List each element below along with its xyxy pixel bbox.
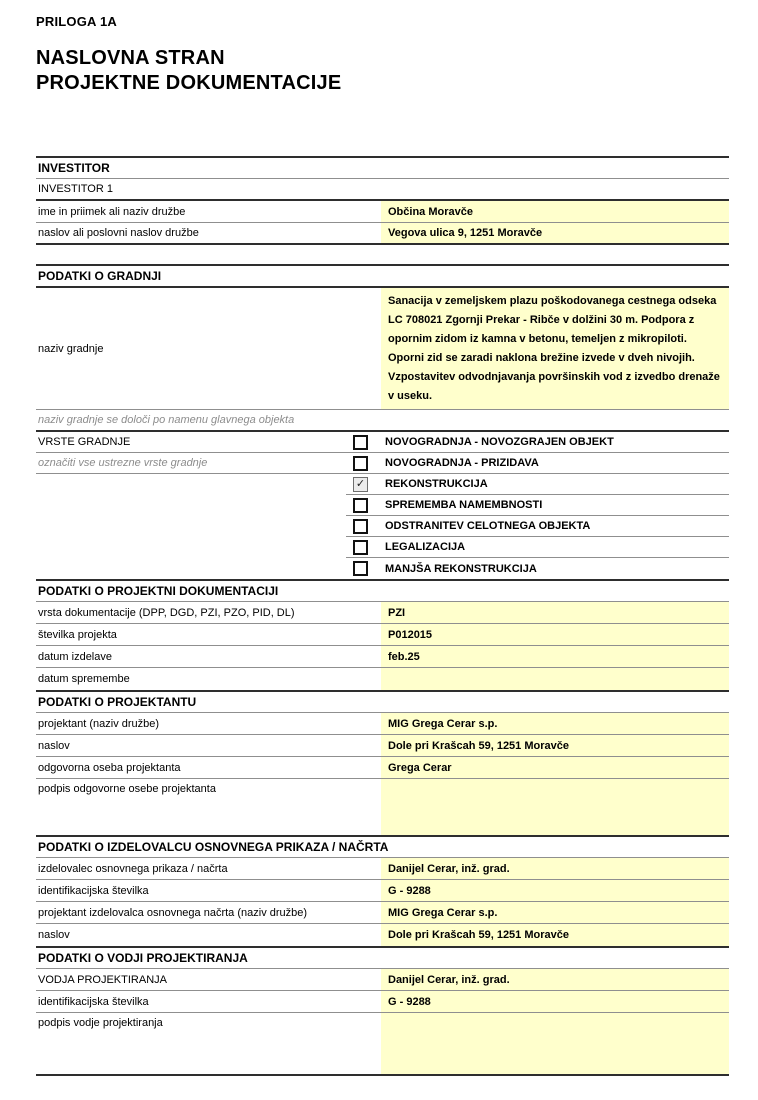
table-row [36,735,729,757]
stevilka-projekta-field[interactable]: P012015 [381,624,729,645]
section-header-izdelovalec: PODATKI O IZDELOVALCU OSNOVNEGA PRIKAZA / NAČRTA [36,835,729,858]
izdelovalec-projektant-field[interactable]: MIG Grega Cerar s.p. [381,902,729,923]
table-row [36,646,729,668]
vrsta-dokumentacije-label: vrsta dokumentacije (DPP, DGD, PZI, PZO, PID, DL) [38,606,295,619]
vodja-label: VODJA PROJEKTIRANJA [38,973,167,986]
vrste-gradnje-row [36,495,729,516]
table-row [36,602,729,624]
projektant-naziv-field[interactable]: MIG Grega Cerar s.p. [381,713,729,734]
investitor-subheader-row [36,179,729,201]
page-title-line1: NASLOVNA STRAN [36,47,225,69]
checkbox-label: NOVOGRADNJA - NOVOZGRAJEN OBJEKT [385,436,614,448]
checkbox-sprememba-namembnosti[interactable] [353,498,368,513]
naziv-gradnje-note: naziv gradnje se določi po namenu glavnega objekta [38,414,295,426]
izdelovalec-id-label: identifikacijska številka [38,884,149,897]
investitor-name-label: ime in priimek ali naziv družbe [38,205,186,218]
vrste-gradnje-row [36,453,729,474]
izdelovalec-id-field[interactable]: G - 9288 [381,880,729,901]
table-row [36,991,729,1013]
checkbox-label: LEGALIZACIJA [385,541,466,553]
page-title [36,46,728,96]
option-cell [346,495,729,516]
option-cell [346,474,729,495]
option-cell [346,432,729,452]
izdelovalec-naslov-field[interactable]: Dole pri Krašcah 59, 1251 Moravče [381,924,729,946]
vrste-gradnje-row [36,432,729,453]
checkbox-label: ODSTRANITEV CELOTNEGA OBJEKTA [385,520,591,532]
section-header-investitor: INVESTITOR [36,156,729,179]
podpis-projektanta-field[interactable] [381,779,729,835]
section-header-vodja: PODATKI O VODJI PROJEKTIRANJA [36,946,729,969]
podpis-projektanta-label: podpis odgovorne osebe projektanta [38,783,216,795]
datum-izdelave-field[interactable]: feb.25 [381,646,729,667]
table-row [36,288,729,410]
projektant-naziv-label: projektant (naziv družbe) [38,717,160,730]
checkbox-label: MANJŠA REKONSTRUKCIJA [385,562,537,575]
section-header-projektant: PODATKI O PROJEKTANTU [36,690,729,713]
izdelovalec-field[interactable]: Danijel Cerar, inž. grad. [381,858,729,879]
option-cell [346,537,729,558]
table-row [36,624,729,646]
vrste-gradnje-row [36,558,729,579]
naziv-gradnje-field[interactable]: Sanacija v zemeljskem plazu poškodovanega cestnega odseka LC 708021 Zgornji Prekar - Ribče v dolžini 30 m. Podpora z opornim zidom iz kamna v betonu, temeljen z mikropiloti. Oporni zid se zaradi naklona brežine izvede v dveh nivojih. Vzpostavitev odvodnjavanja površinskih vod z izvedbo drenaže v useku. [381,288,729,409]
odgovorna-oseba-field[interactable]: Grega Cerar [381,757,729,778]
naziv-gradnje-label: naziv gradnje [38,342,104,355]
checkbox-novogradnja-prizidava[interactable] [353,456,368,471]
vrste-gradnje-row [36,474,729,495]
table-row [36,410,729,432]
option-cell [346,558,729,579]
vodja-id-field[interactable]: G - 9288 [381,991,729,1012]
odgovorna-oseba-label: odgovorna oseba projektanta [38,761,181,774]
section-header-dokumentacija: PODATKI O PROJEKTNI DOKUMENTACIJI [36,579,729,602]
section-gap [36,245,729,264]
investitor-address-label: naslov ali poslovni naslov družbe [38,227,199,239]
page-title-line2: PROJEKTNE DOKUMENTACIJE [36,72,342,94]
table-row [36,223,729,245]
vrste-gradnje-row [36,516,729,537]
vrste-gradnje-row [36,537,729,558]
table-row [36,969,729,991]
checkbox-odstranitev-objekta[interactable] [353,519,368,534]
investitor-subheader: INVESTITOR 1 [38,183,113,195]
vrsta-dokumentacije-field[interactable]: PZI [381,602,729,623]
datum-izdelave-label: datum izdelave [38,650,112,663]
izdelovalec-label: izdelovalec osnovnega prikaza / načrta [38,862,228,875]
projektant-naslov-label: naslov [38,739,70,752]
podpis-vodje-label: podpis vodje projektiranja [38,1017,163,1029]
section-header-gradnja: PODATKI O GRADNJI [36,264,729,288]
vodja-field[interactable]: Danijel Cerar, inž. grad. [381,969,729,990]
table-row [36,779,729,835]
checkbox-manjsa-rekonstrukcija[interactable] [353,561,368,576]
projektant-naslov-field[interactable]: Dole pri Krašcah 59, 1251 Moravče [381,735,729,756]
table-row [36,201,729,223]
checkbox-label: SPREMEMBA NAMEMBNOSTI [385,499,543,511]
option-cell [346,516,729,537]
checkbox-legalizacija[interactable] [353,540,368,555]
checkbox-label: REKONSTRUKCIJA [385,478,488,490]
table-row [36,902,729,924]
checkbox-rekonstrukcija[interactable] [353,477,368,492]
form-table [36,156,729,1076]
izdelovalec-projektant-label: projektant izdelovalca osnovnega načrta (naziv družbe) [38,906,308,919]
checkbox-label: NOVOGRADNJA - PRIZIDAVA [385,457,539,469]
podpis-vodje-field[interactable] [381,1013,729,1074]
datum-spremembe-field[interactable] [381,668,729,690]
table-row [36,1013,729,1076]
table-row [36,880,729,902]
investitor-address-field[interactable]: Vegova ulica 9, 1251 Moravče [381,223,729,243]
stevilka-projekta-label: številka projekta [38,628,117,641]
table-row [36,858,729,880]
table-row [36,668,729,690]
attachment-tag: PRILOGA 1A [36,14,117,29]
vrste-gradnje-note: označiti vse ustrezne vrste gradnje [38,457,208,469]
table-row [36,713,729,735]
izdelovalec-naslov-label: naslov [38,929,70,941]
table-row [36,924,729,946]
vrste-gradnje-label: VRSTE GRADNJE [38,436,131,448]
option-cell [346,453,729,473]
checkbox-novogradnja-novozgrajen[interactable] [353,435,368,450]
datum-spremembe-label: datum spremembe [38,673,130,685]
table-row [36,757,729,779]
investitor-name-field[interactable]: Občina Moravče [381,201,729,222]
vodja-id-label: identifikacijska številka [38,995,149,1008]
